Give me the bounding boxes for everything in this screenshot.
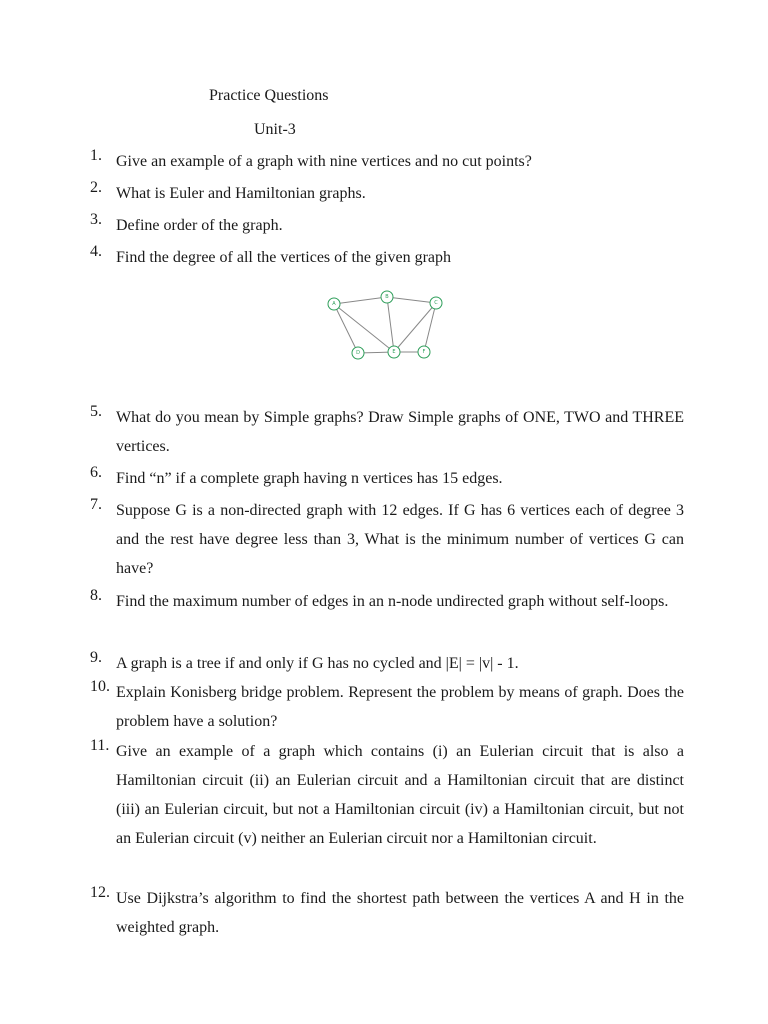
question-2 bbox=[90, 179, 684, 208]
question-text: Explain Konisberg bridge problem. Represent the problem by means of graph. Does the problem have a solution? bbox=[116, 684, 684, 730]
graph-node-label: D bbox=[356, 350, 360, 356]
question-text: Find the maximum number of edges in an n-node undirected graph without self-loops. bbox=[116, 593, 669, 610]
question-text: Find the degree of all the vertices of the given graph bbox=[116, 249, 451, 266]
question-7 bbox=[90, 496, 684, 583]
question-text: Use Dijkstra’s algorithm to find the shortest path between the vertices A and H in the weighted graph. bbox=[116, 890, 684, 936]
question-11 bbox=[90, 737, 684, 853]
question-number: 2. bbox=[90, 179, 102, 196]
question-text: A graph is a tree if and only if G has no cycled and |E| = |v| - 1. bbox=[116, 655, 519, 672]
question-text: Give an example of a graph with nine vertices and no cut points? bbox=[116, 153, 532, 170]
question-number: 5. bbox=[90, 403, 102, 420]
question-number: 11. bbox=[90, 737, 110, 754]
graph-node-d bbox=[352, 347, 364, 359]
question-number: 9. bbox=[90, 649, 102, 666]
question-text: Give an example of a graph which contains (i) an Eulerian circuit that is also a Hamiltonian circuit (ii) an Eulerian circuit and a Hamiltonian circuit that are distinct (iii) an Eulerian circuit, but not a Hamiltonian circuit (iv) a Hamiltonian circuit, but not an Eulerian circuit (v) neither an Eulerian circuit nor a Hamiltonian circuit. bbox=[116, 743, 684, 847]
question-12 bbox=[90, 884, 684, 942]
question-6 bbox=[90, 464, 684, 493]
question-number: 7. bbox=[90, 496, 102, 513]
question-text: Suppose G is a non-directed graph with 12 edges. If G has 6 vertices each of degree 3 and the rest have degree less than 3, What is the minimum number of vertices G can have? bbox=[116, 502, 684, 577]
question-text: Define order of the graph. bbox=[116, 217, 283, 234]
page-title: Practice Questions bbox=[209, 87, 329, 104]
question-4-graph-figure bbox=[320, 286, 450, 366]
question-text: What do you mean by Simple graphs? Draw Simple graphs of ONE, TWO and THREE vertices. bbox=[116, 409, 684, 455]
graph-edge-a-e bbox=[334, 304, 394, 352]
question-4 bbox=[90, 243, 684, 272]
graph-node-label: F bbox=[422, 349, 426, 355]
graph-edges bbox=[334, 297, 436, 353]
graph-edge-b-c bbox=[387, 297, 436, 303]
graph-node-a bbox=[328, 298, 340, 310]
question-number: 3. bbox=[90, 211, 102, 228]
graph-node-c bbox=[430, 297, 442, 309]
unit-heading: Unit-3 bbox=[254, 121, 296, 138]
question-8 bbox=[90, 587, 684, 616]
question-1 bbox=[90, 147, 684, 176]
question-number: 6. bbox=[90, 464, 102, 481]
question-9 bbox=[90, 649, 684, 678]
graph-node-label: E bbox=[392, 349, 396, 355]
question-10 bbox=[90, 678, 684, 736]
graph-node-label: A bbox=[332, 301, 336, 307]
question-text: Find “n” if a complete graph having n vertices has 15 edges. bbox=[116, 470, 503, 487]
question-5 bbox=[90, 403, 684, 461]
graph-node-e bbox=[388, 346, 400, 358]
graph-node-label: C bbox=[434, 300, 438, 306]
question-number: 4. bbox=[90, 243, 102, 260]
graph-edge-a-d bbox=[334, 304, 358, 353]
question-3 bbox=[90, 211, 684, 240]
graph-edge-b-e bbox=[387, 297, 394, 352]
question-number: 12. bbox=[90, 884, 110, 901]
graph-node-label: B bbox=[385, 294, 389, 300]
graph-node-f bbox=[418, 346, 430, 358]
question-text: What is Euler and Hamiltonian graphs. bbox=[116, 185, 366, 202]
question-number: 10. bbox=[90, 678, 110, 695]
question-number: 1. bbox=[90, 147, 102, 164]
graph-edge-a-b bbox=[334, 297, 387, 304]
question-number: 8. bbox=[90, 587, 102, 604]
graph-node-b bbox=[381, 291, 393, 303]
